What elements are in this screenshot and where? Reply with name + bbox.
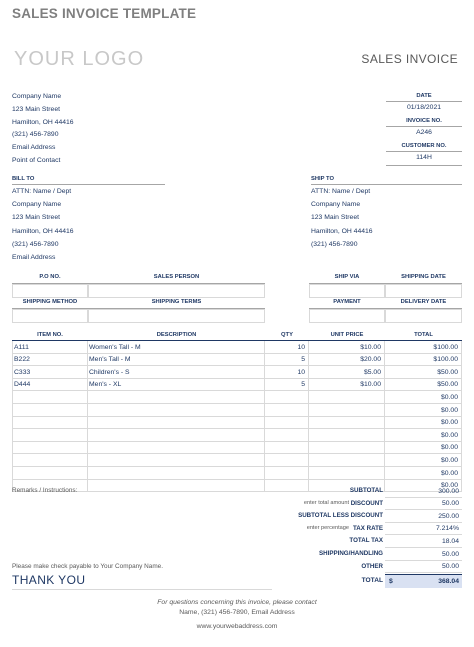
table-row [12, 454, 462, 467]
cell-text: Men's - XL [89, 381, 122, 389]
cell-description[interactable] [88, 366, 265, 379]
subtotal-less-discount-label: SUBTOTAL LESS DISCOUNT [298, 512, 383, 520]
bill-to-line[interactable]: ATTN: Name / Dept [12, 188, 72, 195]
bill-to-line[interactable]: Email Address [12, 254, 56, 261]
col-unit-price: UNIT PRICE [330, 332, 364, 338]
cell-text: $0.00 [440, 431, 458, 439]
cell-qty[interactable] [265, 354, 309, 367]
table-row [12, 366, 462, 379]
subtotal-less-discount-value: 250.00 [438, 512, 459, 520]
cell-unit-price[interactable] [309, 379, 385, 392]
shipping-terms-field[interactable] [88, 309, 265, 323]
total-tax-value: 18.04 [441, 537, 459, 545]
company-line[interactable]: Email Address [12, 144, 56, 152]
cell-unit-price[interactable] [309, 417, 385, 430]
cell-total[interactable] [385, 404, 462, 417]
cell-total[interactable] [385, 366, 462, 379]
cell-total[interactable] [385, 354, 462, 367]
page-title: SALES INVOICE TEMPLATE [12, 6, 197, 21]
cell-text: $20.00 [360, 356, 381, 364]
cell-item-no[interactable] [12, 391, 88, 404]
cell-qty[interactable] [265, 442, 309, 455]
cell-qty[interactable] [265, 341, 309, 354]
cell-total[interactable] [385, 417, 462, 430]
cell-text: $100.00 [433, 356, 458, 364]
col-qty: QTY [281, 332, 293, 338]
ship-via-field[interactable] [309, 284, 385, 298]
sales-person-field[interactable] [88, 284, 265, 298]
cell-text: $0.00 [440, 469, 458, 477]
shipping-method-field[interactable] [12, 309, 88, 323]
cell-text: $50.00 [437, 368, 458, 376]
company-line[interactable]: (321) 456-7890 [12, 131, 59, 139]
tax-rate-field[interactable] [385, 523, 462, 536]
cell-description[interactable] [88, 379, 265, 392]
grand-total-value: 368.04 [438, 578, 459, 586]
payment-field[interactable] [309, 309, 385, 323]
cell-description[interactable] [88, 467, 265, 480]
bill-to-line[interactable]: (321) 456-7890 [12, 240, 59, 248]
ship-to-line[interactable]: 123 Main Street [311, 214, 359, 222]
col-total: TOTAL [414, 332, 433, 338]
remarks-label: Remarks / Instructions: [12, 487, 78, 494]
cell-unit-price[interactable] [309, 429, 385, 442]
cell-text: 10 [297, 368, 305, 376]
po-label: P.O NO. [39, 274, 61, 280]
total-label: TOTAL [361, 576, 383, 584]
thank-you-text: THANK YOU [12, 573, 86, 587]
date-value[interactable]: 01/18/2021 [406, 104, 442, 111]
table-row [12, 379, 462, 392]
bill-to-line[interactable]: 123 Main Street [12, 214, 60, 222]
total-tax-label: TOTAL TAX [349, 537, 383, 545]
logo-placeholder: YOUR LOGO [14, 48, 145, 70]
tax-rate-value: 7.214% [435, 525, 459, 533]
bill-to-label: BILL TO [12, 176, 35, 182]
cell-text: $0.00 [440, 444, 458, 452]
cell-qty[interactable] [265, 467, 309, 480]
cell-description[interactable] [88, 442, 265, 455]
cell-text: D444 [14, 381, 31, 389]
tax-rate-label: TAX RATE [352, 524, 383, 532]
ship-to-line[interactable]: Hamilton, OH 44416 [311, 227, 373, 235]
ship-to-line[interactable]: (321) 456-7890 [311, 240, 358, 248]
cell-text: A111 [14, 343, 29, 351]
table-row [12, 442, 462, 455]
cell-text: $100.00 [433, 343, 458, 351]
cell-total[interactable] [385, 442, 462, 455]
cell-qty[interactable] [265, 454, 309, 467]
delivery-date-label: DELIVERY DATE [400, 299, 447, 305]
grand-total-field [385, 574, 462, 588]
cell-unit-price[interactable] [309, 366, 385, 379]
cell-qty[interactable] [265, 391, 309, 404]
customer-no-label: CUSTOMER NO. [401, 143, 447, 149]
discount-field[interactable] [385, 498, 462, 511]
cell-item-no[interactable] [12, 341, 88, 354]
shipping-method-label: SHIPPING METHOD [22, 299, 78, 305]
delivery-date-field[interactable] [385, 309, 462, 323]
other-value: 50.00 [441, 563, 459, 571]
cell-text: $50.00 [437, 381, 458, 389]
subtotal-value: 300.00 [438, 487, 459, 495]
subtotal-less-discount-field[interactable] [385, 510, 462, 523]
col-description: DESCRIPTION [156, 332, 197, 338]
cell-unit-price[interactable] [309, 442, 385, 455]
cell-item-no[interactable] [12, 442, 88, 455]
cell-total[interactable] [385, 467, 462, 480]
cell-item-no[interactable] [12, 454, 88, 467]
ship-to-line[interactable]: Company Name [311, 201, 361, 209]
shipping-handling-value: 50.00 [441, 550, 459, 558]
cell-item-no[interactable] [12, 366, 88, 379]
sales-person-label: SALES PERSON [153, 274, 200, 280]
ship-via-label: SHIP VIA [334, 274, 360, 280]
footer-contact-line: For questions concerning this invoice, please contact [157, 599, 317, 606]
other-field[interactable] [385, 561, 462, 574]
currency-symbol: $ [389, 578, 393, 586]
discount-label: DISCOUNT [350, 499, 383, 507]
table-row [12, 429, 462, 442]
date-label: DATE [416, 93, 432, 99]
cell-item-no[interactable] [12, 404, 88, 417]
cell-qty[interactable] [265, 429, 309, 442]
cell-text: C333 [14, 368, 31, 376]
discount-hint: enter total amount [303, 500, 349, 507]
col-item-no: ITEM NO. [37, 332, 63, 338]
company-line[interactable]: Hamilton, OH 44416 [12, 118, 74, 126]
cell-total[interactable] [385, 391, 462, 404]
cell-text: Women's Tall - M [89, 343, 141, 351]
company-line[interactable]: 123 Main Street [12, 105, 60, 113]
cell-unit-price[interactable] [309, 467, 385, 480]
tax-rate-hint: enter percentage [306, 525, 349, 532]
footer-contact-details: Name, (321) 456-7890, Email Address [179, 609, 295, 616]
cell-item-no[interactable] [12, 354, 88, 367]
discount-value: 50.00 [441, 500, 459, 508]
ship-to-line[interactable]: ATTN: Name / Dept [311, 188, 371, 195]
cell-text: $0.00 [440, 456, 458, 464]
cell-description[interactable] [88, 404, 265, 417]
invoice-no-value[interactable]: A246 [416, 129, 432, 136]
cell-unit-price[interactable] [309, 341, 385, 354]
cell-qty[interactable] [265, 379, 309, 392]
cell-total[interactable] [385, 379, 462, 392]
cell-text: $10.00 [360, 381, 381, 389]
cell-text: Children's - S [89, 368, 130, 376]
other-label: OTHER [361, 562, 383, 570]
cell-unit-price[interactable] [309, 404, 385, 417]
table-row [12, 341, 462, 354]
cell-item-no[interactable] [12, 379, 88, 392]
subtotal-field[interactable] [385, 485, 462, 498]
cell-text: 10 [297, 343, 305, 351]
cell-qty[interactable] [265, 366, 309, 379]
cell-text: B222 [14, 356, 30, 364]
cell-text: $10.00 [360, 343, 381, 351]
shipping-date-label: SHIPPING DATE [401, 274, 446, 280]
customer-no-value[interactable]: 114H [416, 154, 432, 161]
table-row [12, 354, 462, 367]
cell-text: $5.00 [363, 368, 381, 376]
table-row [12, 467, 462, 480]
bill-to-line[interactable]: Hamilton, OH 44416 [12, 227, 74, 235]
subtotal-label: SUBTOTAL [349, 487, 383, 494]
company-line[interactable]: Point of Contact [12, 157, 61, 164]
cell-item-no[interactable] [12, 417, 88, 430]
payable-note: Please make check payable to Your Company Name. [12, 563, 163, 570]
company-line[interactable]: Company Name [12, 93, 62, 100]
shipping-terms-label: SHIPPING TERMS [151, 299, 202, 305]
cell-description[interactable] [88, 354, 265, 367]
footer-website[interactable]: www.yourwebaddress.com [196, 623, 278, 630]
cell-total[interactable] [385, 429, 462, 442]
table-row [12, 391, 462, 404]
cell-description[interactable] [88, 429, 265, 442]
cell-text: 5 [301, 356, 305, 364]
cell-total[interactable] [385, 341, 462, 354]
cell-text: $0.00 [440, 393, 458, 401]
bill-to-line[interactable]: Company Name [12, 201, 62, 209]
cell-text: $0.00 [440, 406, 458, 414]
cell-unit-price[interactable] [309, 454, 385, 467]
cell-description[interactable] [88, 391, 265, 404]
cell-item-no[interactable] [12, 429, 88, 442]
po-field[interactable] [12, 284, 88, 298]
invoice-no-label: INVOICE NO. [406, 118, 442, 124]
cell-description[interactable] [88, 480, 265, 493]
cell-text: $0.00 [440, 482, 458, 490]
cell-qty[interactable] [265, 404, 309, 417]
shipping-handling-field[interactable] [385, 548, 462, 561]
shipping-date-field[interactable] [385, 284, 462, 298]
invoice-title: SALES INVOICE [361, 52, 458, 66]
cell-text: Men's Tall - M [89, 356, 131, 364]
ship-to-label: SHIP TO [311, 176, 334, 182]
cell-text: $0.00 [440, 419, 458, 427]
cell-description[interactable] [88, 341, 265, 354]
cell-text: 5 [301, 381, 305, 389]
cell-qty[interactable] [265, 417, 309, 430]
cell-description[interactable] [88, 454, 265, 467]
table-row [12, 417, 462, 430]
cell-unit-price[interactable] [309, 391, 385, 404]
shipping-handling-label: SHIPPING/HANDLING [319, 550, 383, 557]
payment-label: PAYMENT [333, 299, 361, 305]
table-row [12, 404, 462, 417]
cell-description[interactable] [88, 417, 265, 430]
cell-item-no[interactable] [12, 467, 88, 480]
cell-total[interactable] [385, 454, 462, 467]
cell-unit-price[interactable] [309, 354, 385, 367]
total-tax-field[interactable] [385, 535, 462, 548]
